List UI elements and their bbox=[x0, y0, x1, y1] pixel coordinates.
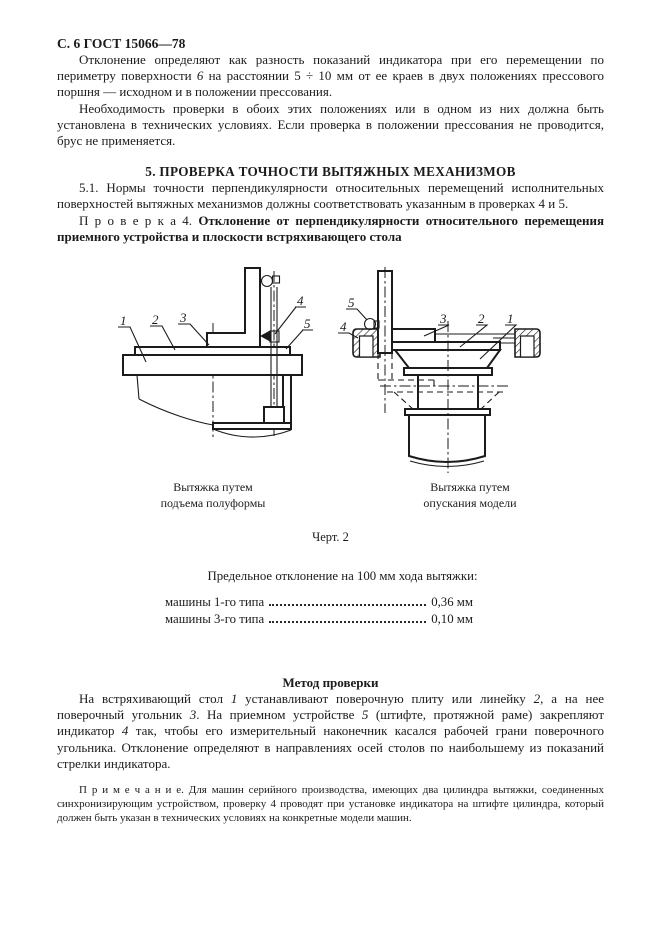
holder-knob bbox=[262, 276, 273, 287]
callout-5: 5 bbox=[348, 295, 355, 311]
right-caption-line2: опускания модели bbox=[423, 495, 517, 510]
indicator-tip bbox=[260, 331, 270, 342]
plate-part bbox=[135, 347, 290, 355]
limit-value: 0,10 мм bbox=[431, 612, 473, 627]
note-text: Для машин серийного производства, имеющих два цилиндра вытяжки, соединенных синхронизирующим устройством, проверку 4 проводят при установке индикатора на штифте цилиндра, который должен быть указан в технических условиях на конкретные модели машин. bbox=[57, 784, 604, 825]
intro-paragraph-1 bbox=[57, 52, 604, 101]
ref-number-5: 5 bbox=[361, 707, 369, 723]
right-caption-line1: Вытяжка путем bbox=[430, 480, 510, 495]
ruler-part bbox=[392, 342, 500, 350]
table-body-edge bbox=[137, 375, 139, 399]
note-label: П р и м е ч а н и е. bbox=[79, 784, 189, 797]
limit-label: машины 3-го типа bbox=[165, 612, 265, 627]
dotted-leader bbox=[269, 604, 426, 606]
page-header: С. 6 ГОСТ 15066—78 bbox=[57, 36, 186, 51]
callout-3: 3 bbox=[440, 311, 447, 327]
method-text: , а на нее поверочный угольник bbox=[57, 691, 604, 723]
square-part bbox=[207, 268, 260, 347]
leader-line bbox=[178, 324, 209, 345]
note-paragraph bbox=[57, 783, 604, 825]
figure-left-drawing bbox=[80, 263, 340, 478]
section-heading: 5. ПРОВЕРКА ТОЧНОСТИ ВЫТЯЖНЫХ МЕХАНИЗМОВ bbox=[145, 164, 516, 180]
break-line bbox=[213, 429, 291, 437]
left-caption-line2: подъема полуформы bbox=[160, 495, 266, 510]
left-figure-caption bbox=[128, 480, 298, 511]
callout-4: 4 bbox=[297, 293, 304, 309]
leader-line bbox=[275, 307, 306, 334]
callout-2: 2 bbox=[152, 312, 159, 328]
table-part bbox=[123, 355, 302, 375]
limit-label: машины 1-го типа bbox=[165, 595, 265, 610]
limits-title: Предельное отклонение на 100 мм хода вытяжки: bbox=[207, 569, 478, 584]
limit-value: 0,36 мм bbox=[431, 595, 473, 610]
callout-2: 2 bbox=[478, 311, 485, 327]
ref-number-3: 3 bbox=[189, 707, 197, 723]
callout-5: 5 bbox=[304, 316, 311, 332]
callout-1: 1 bbox=[507, 311, 514, 327]
intro-p1-pre: Отклонение определяют как разность показаний индикатора при его перемещении по периметру поверхности bbox=[57, 52, 604, 84]
limits-rows bbox=[165, 595, 473, 629]
dotted-leader bbox=[269, 621, 426, 623]
figure-drawings bbox=[57, 263, 604, 478]
right-figure-caption bbox=[385, 480, 555, 511]
ref-number-2: 2 bbox=[533, 691, 541, 707]
left-caption-line1: Вытяжка путем bbox=[173, 480, 253, 495]
method-text: устанавливают поверочную плиту или линейку bbox=[237, 691, 534, 707]
ref-number-4: 4 bbox=[121, 723, 129, 739]
intro-p1-ref-number: 6 bbox=[196, 68, 204, 84]
intro-p1-post: на расстоянии 5 ÷ 10 мм от ее краев в двух положениях прессового поршня — исходном и в положении прессования. bbox=[57, 68, 604, 100]
ghost-model bbox=[387, 392, 506, 410]
ref-number-1: 1 bbox=[230, 691, 238, 707]
flange-cavity bbox=[521, 336, 535, 357]
figure-number: Черт. 2 bbox=[312, 530, 349, 545]
flange-cavity bbox=[360, 336, 374, 357]
figure-right-drawing bbox=[330, 263, 590, 478]
method-text: На встряхивающий стол bbox=[79, 691, 231, 707]
limits-block bbox=[57, 569, 604, 629]
method-text: . На приемном устройстве bbox=[196, 707, 362, 723]
cylinder bbox=[409, 415, 485, 462]
method-text: (штифте, протяжной раме) закрепляют индикатор bbox=[57, 707, 605, 739]
leader-line bbox=[346, 309, 367, 320]
limit-row bbox=[165, 612, 473, 629]
break-line bbox=[139, 399, 213, 425]
callout-3: 3 bbox=[180, 310, 187, 326]
figure-captions bbox=[57, 480, 604, 514]
clause-5-1: 5.1. Нормы точности перпендикулярности относительных перемещений исполнительных поверхностей вытяжных механизмов должны соответствовать указанным в проверках 4 и 5. bbox=[57, 180, 604, 212]
intro-paragraph-2: Необходимость проверки в обоих этих положениях или в одном из них должна быть установлена в технических условиях. Если проверка в положении прессования не проводится, брус не применяется. bbox=[57, 100, 604, 149]
method-heading: Метод проверки bbox=[282, 675, 379, 691]
pin-block bbox=[264, 407, 284, 423]
method-paragraph bbox=[57, 691, 604, 772]
check-4-title: Отклонение от перпендикулярности относительного перемещения приемного устройства и плоскости встряхивающего стола bbox=[57, 212, 604, 244]
check-4-label: П р о в е р к а 4. bbox=[79, 212, 199, 228]
callout-4: 4 bbox=[340, 319, 347, 335]
limit-row bbox=[165, 595, 473, 612]
method-text: так, чтобы его измерительный наконечник касался рабочей грани поверочного угольника. Отклонение определяют в направлениях осей столов по наибольшему из показаний стрелки индикатора. bbox=[57, 723, 604, 771]
check-4-paragraph bbox=[57, 213, 604, 245]
callout-1: 1 bbox=[120, 313, 127, 329]
